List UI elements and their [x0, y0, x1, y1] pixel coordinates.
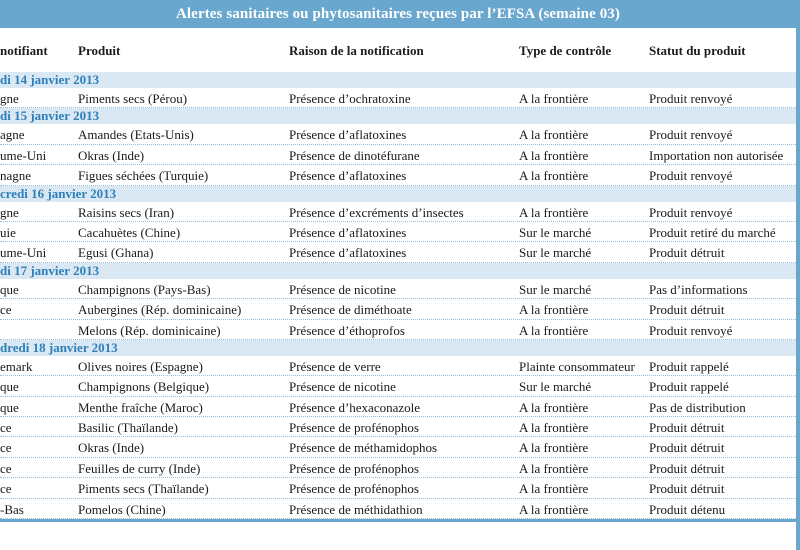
cell-raison: Présence de diméthoate [289, 302, 412, 318]
cell-notifiant: ce [0, 440, 12, 456]
cell-raison: Présence d’aflatoxines [289, 224, 407, 240]
cell-type-controle: A la frontière [519, 127, 589, 143]
cell-type-controle: A la frontière [519, 440, 589, 456]
cell-notifiant: que [0, 379, 19, 395]
column-header-produit: Produit [78, 43, 121, 58]
cell-type-controle: A la frontière [519, 302, 589, 318]
table-row [0, 165, 796, 185]
cell-produit: Egusi (Ghana) [78, 245, 154, 261]
cell-statut: Importation non autorisée [649, 147, 784, 163]
cell-statut: Produit renvoyé [649, 322, 733, 338]
cell-produit: Champignons (Pays-Bas) [78, 281, 211, 297]
cell-raison: Présence de nicotine [289, 281, 396, 297]
column-header-notifiant: notifiant [0, 43, 48, 58]
table-title: Alertes sanitaires ou phytosanitaires reçues par l’EFSA (semaine 03) [0, 0, 796, 28]
cell-produit: Piments secs (Pérou) [78, 91, 188, 106]
cell-statut: Produit renvoyé [649, 204, 733, 220]
table-row [0, 376, 796, 396]
table-row [0, 222, 796, 242]
cell-produit: Menthe fraîche (Maroc) [78, 399, 203, 415]
table-bottom-border [0, 519, 796, 522]
table-row [0, 124, 796, 144]
cell-produit: Champignons (Belgique) [78, 379, 210, 395]
cell-produit: Okras (Inde) [78, 147, 145, 163]
cell-statut: Produit détruit [649, 460, 725, 476]
table-body [0, 72, 796, 519]
cell-notifiant: uie [0, 224, 16, 240]
cell-notifiant: que [0, 281, 19, 297]
table-row [0, 299, 796, 319]
cell-notifiant: que [0, 399, 19, 415]
cell-notifiant: ce [0, 481, 12, 497]
cell-type-controle: A la frontière [519, 501, 589, 517]
table-row [0, 437, 796, 457]
cell-raison: Présence de dinotéfurane [289, 147, 420, 163]
cell-type-controle: A la frontière [519, 91, 589, 106]
column-header-statut: Statut du produit [649, 43, 746, 58]
cell-raison: Présence de verre [289, 358, 381, 374]
table-header [0, 28, 796, 72]
cell-raison: Présence d’aflatoxines [289, 127, 407, 143]
cell-notifiant: nagne [0, 168, 32, 184]
cell-statut: Produit renvoyé [649, 168, 733, 184]
cell-statut: Produit détruit [649, 302, 725, 318]
cell-statut: Pas de distribution [649, 399, 746, 415]
cell-notifiant: ume-Uni [0, 245, 47, 261]
table-row [0, 202, 796, 222]
cell-raison: Présence de méthidathion [289, 501, 423, 517]
cell-statut: Produit détruit [649, 481, 725, 497]
cell-statut: Produit détruit [649, 245, 725, 261]
cell-type-controle: A la frontière [519, 168, 589, 184]
cell-produit: Cacahuètes (Chine) [78, 224, 181, 240]
cell-statut: Pas d’informations [649, 281, 748, 297]
cell-type-controle: Sur le marché [519, 224, 592, 240]
cell-produit: Okras (Inde) [78, 440, 145, 456]
cell-notifiant: ce [0, 420, 12, 436]
cell-produit: Melons (Rép. dominicaine) [78, 322, 221, 338]
cell-type-controle: Sur le marché [519, 281, 592, 297]
cell-produit: Basilic (Thaïlande) [78, 420, 178, 436]
date-section-header: di 17 janvier 2013 [0, 263, 796, 279]
date-section-header: di 15 janvier 2013 [0, 108, 796, 124]
cell-produit: Olives noires (Espagne) [78, 358, 203, 374]
cell-raison: Présence de profénophos [289, 460, 419, 476]
cell-produit: Amandes (Etats-Unis) [78, 127, 194, 143]
table-row [0, 397, 796, 417]
cell-type-controle: A la frontière [519, 322, 589, 338]
table-row [0, 417, 796, 437]
cell-statut: Produit rappelé [649, 358, 729, 374]
cell-type-controle: Plainte consommateur [519, 358, 635, 374]
cell-type-controle: Sur le marché [519, 379, 592, 395]
cell-produit: Figues séchées (Turquie) [78, 168, 209, 184]
cell-notifiant: gne [0, 204, 19, 220]
cell-statut: Produit détenu [649, 501, 726, 517]
cell-produit: Piments secs (Thaïlande) [78, 481, 209, 497]
cell-raison: Présence d’éthoprofos [289, 322, 405, 338]
cell-notifiant: ume-Uni [0, 147, 47, 163]
cell-statut: Produit détruit [649, 420, 725, 436]
table-row [0, 320, 796, 340]
cell-raison: Présence de profénophos [289, 481, 419, 497]
cell-raison: Présence d’aflatoxines [289, 168, 407, 184]
cell-statut: Produit renvoyé [649, 91, 733, 106]
table-row [0, 356, 796, 376]
cell-statut: Produit rappelé [649, 379, 729, 395]
table-row [0, 145, 796, 165]
cell-produit: Pomelos (Chine) [78, 501, 166, 517]
cell-notifiant: ce [0, 460, 12, 476]
cell-produit: Feuilles de curry (Inde) [78, 460, 201, 476]
cell-raison: Présence de méthamidophos [289, 440, 438, 456]
table-row [0, 88, 796, 108]
cell-type-controle: Sur le marché [519, 245, 592, 261]
cell-statut: Produit renvoyé [649, 127, 733, 143]
cell-type-controle: A la frontière [519, 481, 589, 497]
cell-type-controle: A la frontière [519, 460, 589, 476]
cell-statut: Produit détruit [649, 440, 725, 456]
cell-produit: Raisins secs (Iran) [78, 204, 175, 220]
date-section-header: dredi 18 janvier 2013 [0, 340, 796, 356]
cell-type-controle: A la frontière [519, 147, 589, 163]
table-row [0, 478, 796, 498]
table-row [0, 242, 796, 262]
table-row [0, 458, 796, 478]
date-section-header: di 14 janvier 2013 [0, 72, 796, 88]
cell-type-controle: A la frontière [519, 420, 589, 436]
cell-raison: Présence d’aflatoxines [289, 245, 407, 261]
cell-notifiant: -Bas [0, 501, 24, 517]
cell-statut: Produit retiré du marché [649, 224, 776, 240]
cell-raison: Présence de nicotine [289, 379, 396, 395]
cell-raison: Présence de profénophos [289, 420, 419, 436]
cell-produit: Aubergines (Rép. dominicaine) [78, 302, 242, 318]
cell-type-controle: A la frontière [519, 399, 589, 415]
date-section-header: credi 16 janvier 2013 [0, 186, 796, 202]
table-row [0, 279, 796, 299]
cell-notifiant: agne [0, 127, 25, 143]
cell-raison: Présence d’hexaconazole [289, 399, 421, 415]
cell-notifiant: ce [0, 302, 12, 318]
table-row [0, 499, 796, 519]
cell-notifiant: emark [0, 358, 33, 374]
cell-raison: Présence d’ochratoxine [289, 91, 411, 106]
cell-raison: Présence d’excréments d’insectes [289, 204, 464, 220]
cell-notifiant: gne [0, 91, 19, 106]
column-header-raison: Raison de la notification [289, 43, 424, 58]
cell-type-controle: A la frontière [519, 204, 589, 220]
column-header-type-controle: Type de contrôle [519, 43, 612, 58]
